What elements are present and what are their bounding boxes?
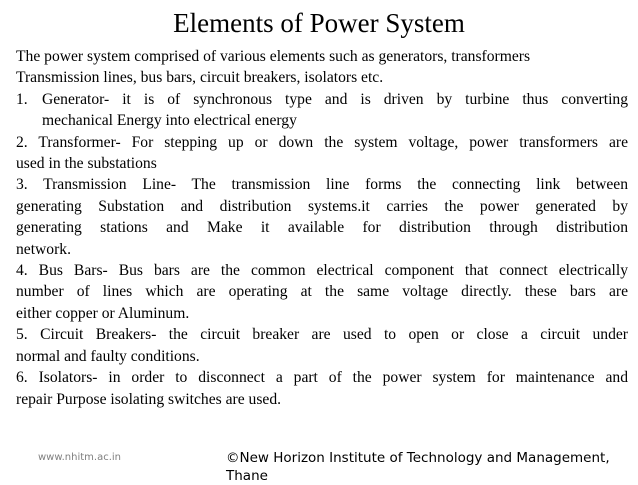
list-item-transmission-line: 3. Transmission Line- The transmission line forms the connecting link between xyxy=(16,176,628,194)
list-item-continuation: mechanical Energy into electrical energy xyxy=(42,112,297,130)
list-item-continuation: network. xyxy=(16,240,71,258)
list-item-circuit-breakers: 5. Circuit Breakers- the circuit breaker are used to open or close a circuit under xyxy=(16,326,628,344)
list-item-continuation: either copper or Aluminum. xyxy=(16,304,190,322)
footer-copyright xyxy=(226,449,616,485)
copyright-line: Thane xyxy=(226,468,268,484)
list-item-transformer: 2. Transformer- For stepping up or down the system voltage, power transformers are xyxy=(16,133,628,151)
list-item-continuation: generating stations and Make it available for distribution through distribution xyxy=(16,219,628,237)
list-item-bus-bars: 4. Bus Bars- Bus bars are the common electrical component that connect electrically xyxy=(16,262,628,280)
list-item-continuation: number of lines which are operating at the same voltage directly. these bars are xyxy=(16,283,628,301)
list-item-continuation: normal and faulty conditions. xyxy=(16,347,200,365)
list-item-continuation: repair Purpose isolating switches are used. xyxy=(16,390,282,408)
intro-line: Transmission lines, bus bars, circuit breakers, isolators etc. xyxy=(16,69,384,87)
intro-line: The power system comprised of various elements such as generators, transformers xyxy=(16,48,531,65)
copyright-line: ©New Horizon Institute of Technology and Management, xyxy=(226,450,610,466)
list-item-isolators: 6. Isolators- in order to disconnect a part of the power system for maintenance and xyxy=(16,369,628,387)
list-item-continuation: used in the substations xyxy=(16,155,157,173)
list-item-continuation: generating Substation and distribution systems.it carries the power generated by xyxy=(16,197,628,215)
list-item-generator xyxy=(16,89,628,110)
list-item-text: Generator- it is of synchronous type and is driven by turbine thus converting xyxy=(42,90,628,108)
list-number: 1. xyxy=(16,90,28,108)
slide-body xyxy=(16,46,628,410)
footer-website: www.nhitm.ac.in xyxy=(38,452,122,463)
slide-title: Elements of Power System xyxy=(173,8,465,38)
